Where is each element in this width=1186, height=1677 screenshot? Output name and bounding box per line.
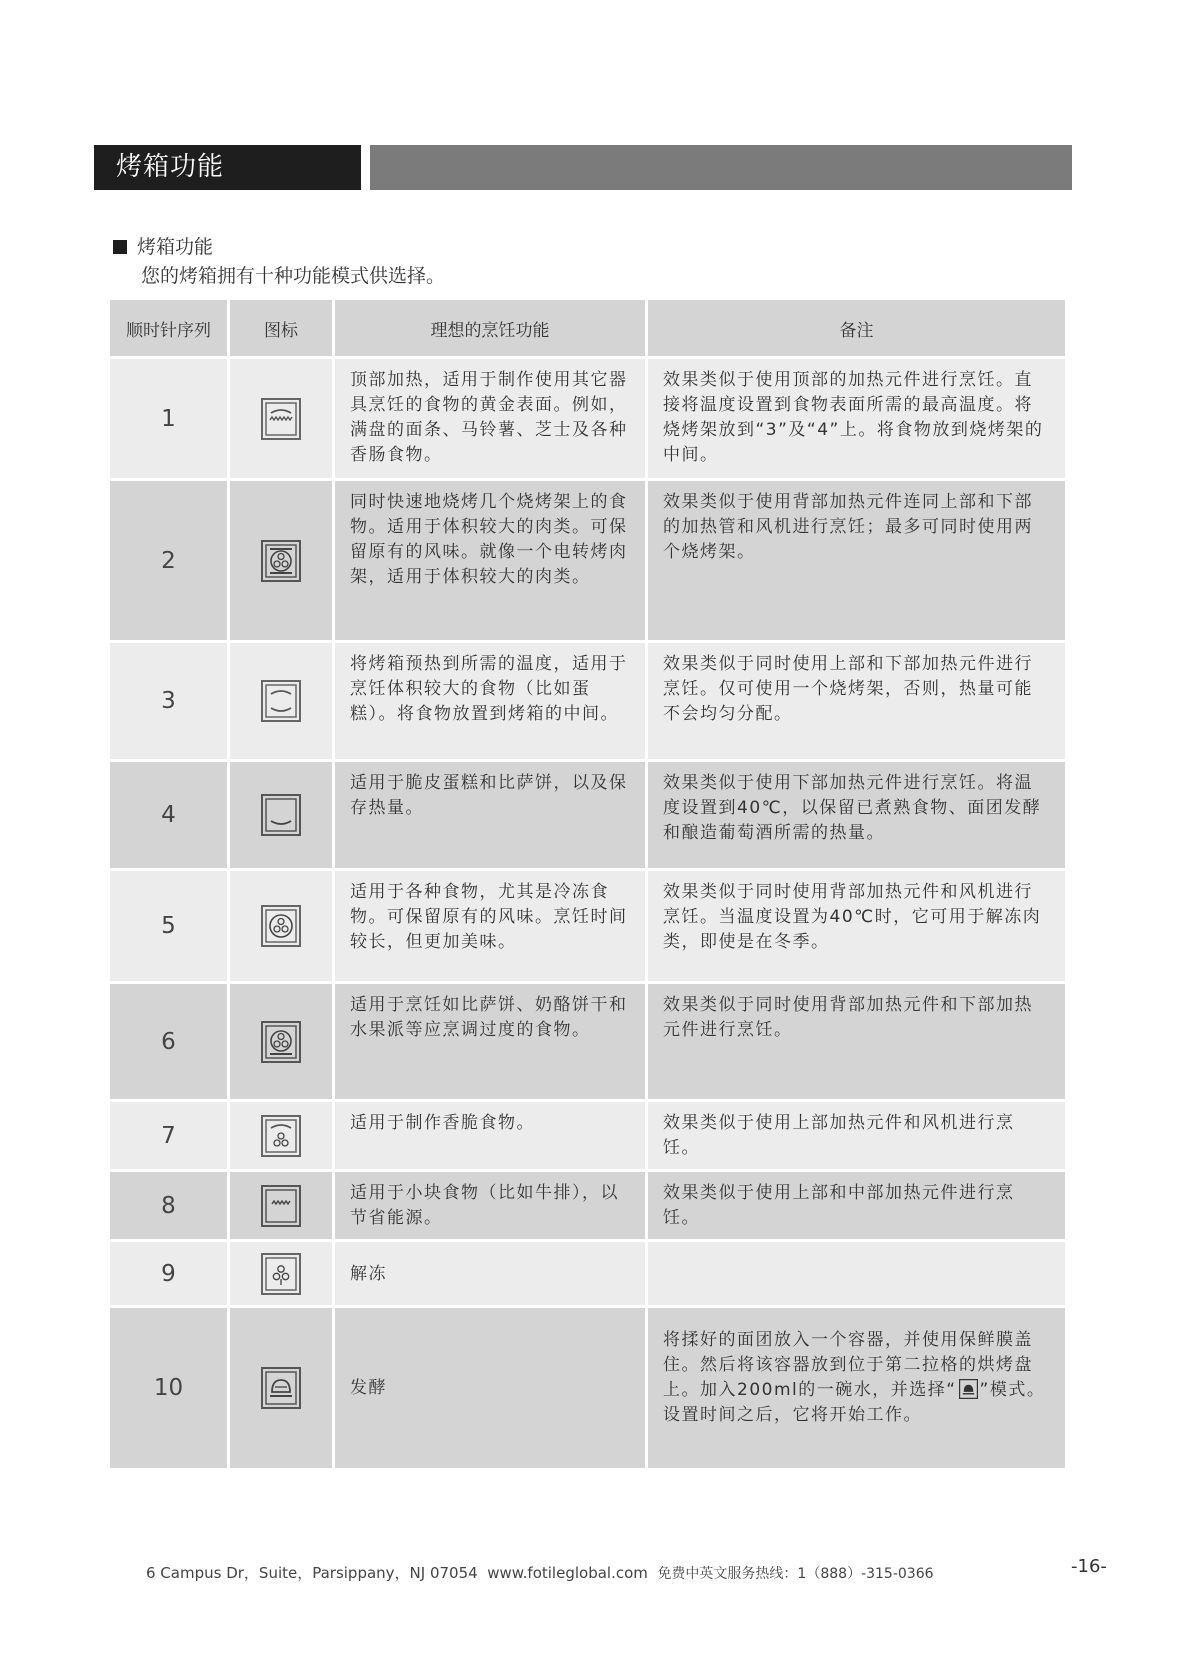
table-row (110, 1172, 1065, 1239)
table-row (110, 481, 1065, 640)
section-intro: 您的烤箱拥有十种功能模式供选择。 (141, 265, 446, 287)
function-description: 适用于脆皮蛋糕和比萨饼，以及保存热量。 (335, 762, 645, 868)
proofing-icon (261, 1367, 301, 1409)
top-heat-grill-icon (261, 398, 301, 440)
table-row (110, 1242, 1065, 1305)
row-number: 5 (110, 871, 227, 981)
function-icon-cell (230, 359, 332, 478)
ring-fan-top-bottom-icon (261, 540, 301, 582)
ring-fan-bottom-icon (261, 1021, 301, 1063)
table-row (110, 643, 1065, 759)
row-number: 4 (110, 762, 227, 868)
function-icon-cell (230, 984, 332, 1099)
defrost-fan-icon (261, 1253, 301, 1295)
header-icon: 图标 (230, 300, 332, 356)
function-icon-cell (230, 762, 332, 868)
ring-fan-icon (261, 905, 301, 947)
function-description: 将烤箱预热到所需的温度，适用于烹饪体积较大的食物（比如蛋糕）。将食物放置到烤箱的中间。 (335, 643, 645, 759)
table-header-row (110, 300, 1065, 356)
function-icon-cell (230, 481, 332, 640)
note-text-before-icon: 将揉好的面团放入一个容器，并使用保鲜膜盖住。然后将该容器放到位于第二拉格的烘烤盘上。加入200ml的一碗水，并选择“ (663, 1330, 1033, 1400)
function-description: 解冻 (335, 1242, 645, 1305)
function-icon-cell (230, 871, 332, 981)
section-heading (113, 232, 213, 259)
function-note: 效果类似于同时使用背部加热元件和下部加热元件进行烹饪。 (648, 984, 1065, 1099)
function-icon-cell (230, 643, 332, 759)
row-number: 10 (110, 1308, 227, 1468)
page-title: 烤箱功能 (94, 145, 361, 190)
table-row (110, 359, 1065, 478)
footer-hotline: 免费中英文服务热线：1（888）-315-0366 (657, 1566, 934, 1582)
function-description: 适用于制作香脆食物。 (335, 1102, 645, 1169)
footer-website[interactable]: www.fotileglobal.com (487, 1564, 648, 1582)
function-description: 适用于各种食物，尤其是冷冻食物。可保留原有的风味。烹饪时间较长，但更加美味。 (335, 871, 645, 981)
top-heat-fan-icon (261, 1115, 301, 1157)
function-description: 同时快速地烧烤几个烧烤架上的食物。适用于体积较大的肉类。可保留原有的风味。就像一个电转烤肉架，适用于体积较大的肉类。 (335, 481, 645, 640)
function-icon-cell (230, 1172, 332, 1239)
section-title: 烤箱功能 (137, 236, 214, 258)
function-icon-cell (230, 1242, 332, 1305)
function-description: 适用于小块食物（比如牛排），以节省能源。 (335, 1172, 645, 1239)
table-row (110, 984, 1065, 1099)
row-number: 3 (110, 643, 227, 759)
table-row (110, 871, 1065, 981)
table-row (110, 762, 1065, 868)
table-row (110, 1102, 1065, 1169)
footer-contact (146, 1562, 934, 1583)
page-number: -16- (1071, 1556, 1107, 1577)
top-bottom-heat-icon (261, 680, 301, 722)
function-description: 顶部加热，适用于制作使用其它器具烹饪的食物的黄金表面。例如，满盘的面条、马铃薯、芝士及各种香肠食物。 (335, 359, 645, 478)
small-grill-icon (261, 1185, 301, 1227)
function-note: 效果类似于使用上部和中部加热元件进行烹饪。 (648, 1172, 1065, 1239)
row-number: 1 (110, 359, 227, 478)
header-note: 备注 (648, 300, 1065, 356)
function-note: 效果类似于使用上部加热元件和风机进行烹饪。 (648, 1102, 1065, 1169)
table-row (110, 1308, 1065, 1468)
function-icon-cell (230, 1308, 332, 1468)
bullet-square-icon (113, 240, 127, 254)
oven-functions-table (107, 297, 1068, 1471)
function-note (648, 1308, 1065, 1468)
row-number: 2 (110, 481, 227, 640)
function-note: 效果类似于同时使用上部和下部加热元件进行烹饪。仅可使用一个烧烤架，否则，热量可能不会均匀分配。 (648, 643, 1065, 759)
function-note: 效果类似于使用顶部的加热元件进行烹饪。直接将温度设置到食物表面所需的最高温度。将烧烤架放到“3”及“4”上。将食物放到烧烤架的中间。 (648, 359, 1065, 478)
row-number: 6 (110, 984, 227, 1099)
function-note: 效果类似于使用背部加热元件连同上部和下部的加热管和风机进行烹饪；最多可同时使用两个烧烤架。 (648, 481, 1065, 640)
bottom-heat-icon (261, 794, 301, 836)
header-sequence: 顺时针序列 (110, 300, 227, 356)
footer-address: 6 Campus Dr，Suite，Parsippany，NJ 07054 (146, 1564, 478, 1582)
row-number: 7 (110, 1102, 227, 1169)
header-function: 理想的烹饪功能 (335, 300, 645, 356)
function-icon-cell (230, 1102, 332, 1169)
function-note: 效果类似于同时使用背部加热元件和风机进行烹饪。当温度设置为40℃时，它可用于解冻肉类，即使是在冬季。 (648, 871, 1065, 981)
note-text-after-icon: ”模式。设置时间之后，它将开始工作。 (663, 1380, 1046, 1425)
function-note (648, 1242, 1065, 1305)
function-description: 适用于烹饪如比萨饼、奶酪饼干和水果派等应烹调过度的食物。 (335, 984, 645, 1099)
row-number: 9 (110, 1242, 227, 1305)
function-description: 发酵 (335, 1308, 645, 1468)
function-note: 效果类似于使用下部加热元件进行烹饪。将温度设置到40℃，以保留已煮熟食物、面团发酵和酿造葡萄酒所需的热量。 (648, 762, 1065, 868)
proofing-icon (959, 1379, 978, 1399)
row-number: 8 (110, 1172, 227, 1239)
title-bar-decoration (370, 145, 1072, 190)
